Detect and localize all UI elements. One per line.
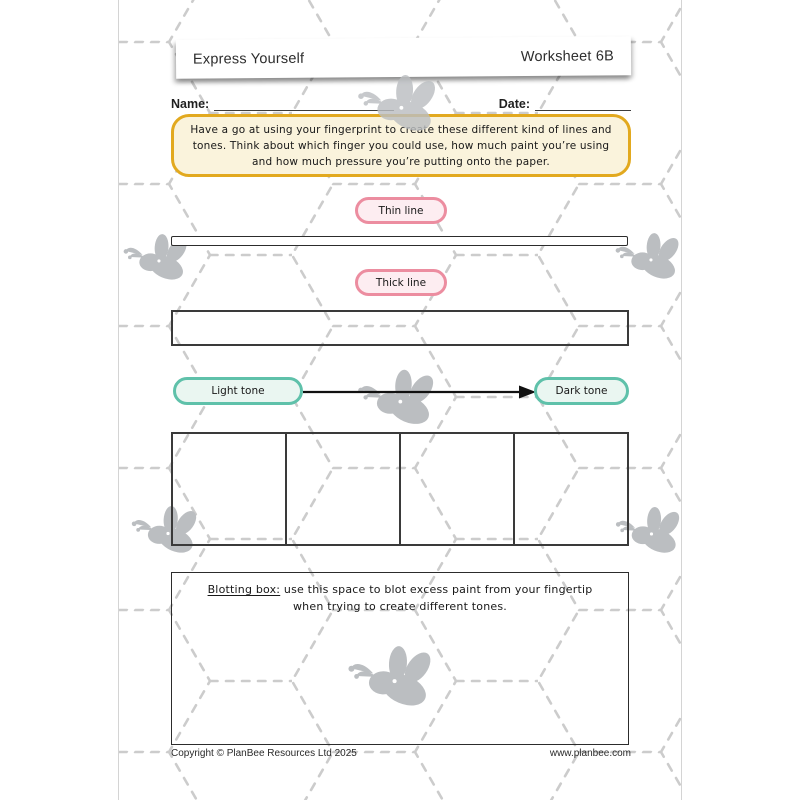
- tone-grid-cell-4[interactable]: [515, 434, 627, 544]
- light-tone-pill: [173, 377, 303, 405]
- thick-line-label-pill: [355, 269, 447, 296]
- page-title: Express Yourself: [192, 50, 305, 68]
- tone-grid: [171, 432, 629, 546]
- bee-icon: [355, 70, 443, 136]
- blotting-box[interactable]: [171, 572, 629, 745]
- thin-line-label: Thin line: [378, 204, 424, 217]
- thin-line-label-pill: [355, 197, 447, 224]
- instruction-text: Have a go at using your fingerprint to create these different kind of lines and tones. Think about which finger you could use, how much paint you’re using and how much pressure you’re putting onto the paper.: [190, 123, 612, 168]
- blotting-box-text: [194, 581, 606, 615]
- thin-line-drawing-box[interactable]: [171, 236, 628, 246]
- footer: [171, 748, 631, 759]
- blotting-box-body: use this space to blot excess paint from your fingertip when trying to create different tones.: [280, 583, 593, 613]
- date-input-line[interactable]: [535, 97, 631, 111]
- worksheet-page: [118, 0, 682, 800]
- tone-arrow-icon: [303, 384, 536, 400]
- worksheet-number: Worksheet 6B: [520, 47, 615, 65]
- name-label: Name:: [171, 97, 210, 111]
- thick-line-drawing-box[interactable]: [171, 310, 629, 346]
- tone-grid-cell-3[interactable]: [401, 434, 515, 544]
- dark-tone-label: Dark tone: [555, 385, 608, 397]
- dark-tone-pill: [534, 377, 629, 405]
- thick-line-label: Thick line: [375, 276, 427, 289]
- date-field: [499, 97, 631, 111]
- copyright-text: Copyright © PlanBee Resources Ltd 2025: [171, 748, 357, 759]
- tone-grid-cell-2[interactable]: [287, 434, 401, 544]
- date-label: Date:: [498, 97, 530, 111]
- blotting-box-title: Blotting box:: [207, 583, 281, 596]
- light-tone-label: Light tone: [211, 385, 265, 397]
- tone-grid-cell-1[interactable]: [173, 434, 287, 544]
- website-text: www.planbee.com: [549, 748, 631, 759]
